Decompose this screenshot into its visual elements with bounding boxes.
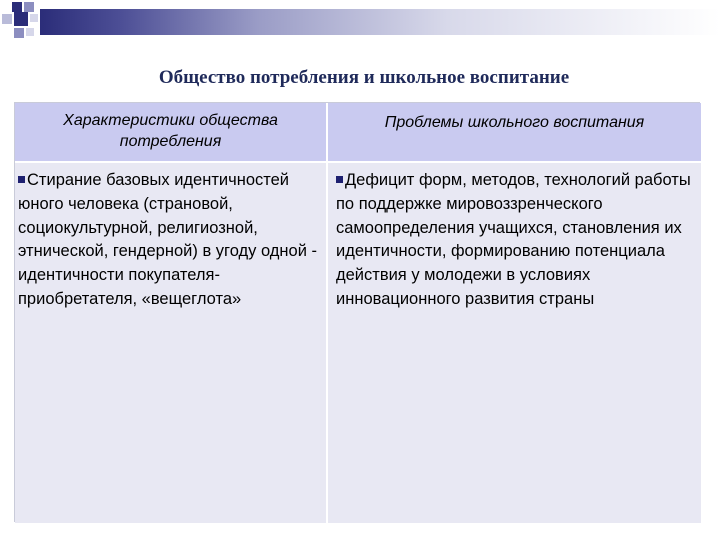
- table-cell-characteristics-text: Стирание базовых идентичностей юного человека (страновой, социокультурной, религиозной, этнической, гендерной) в угоду одной - идентичности покупателя-приобретателя, «вещеглота»: [18, 171, 317, 308]
- table-cell-problems: [326, 161, 701, 523]
- slide-title: Общество потребления и школьное воспитание: [158, 67, 570, 88]
- deco-square-7: [26, 28, 34, 36]
- bullet-icon: [336, 176, 343, 183]
- deco-square-2: [24, 2, 34, 12]
- deco-square-1: [12, 2, 22, 12]
- header-gradient-bar: [40, 9, 720, 35]
- deco-square-3: [2, 14, 12, 24]
- table-header-right: Проблемы школьного воспитания: [326, 103, 701, 161]
- comparison-table: [14, 102, 700, 522]
- bullet-icon: [18, 176, 25, 183]
- table-header-left: Характеристики общества потребления: [15, 103, 326, 161]
- deco-square-4: [14, 12, 28, 26]
- table-cell-characteristics: [15, 161, 326, 523]
- deco-square-6: [14, 28, 24, 38]
- table-cell-problems-text: Дефицит форм, методов, технологий работы по поддержке мировоззренческого самоопределения учащихся, становления их идентичности, формированию потенциала действия у молодежи в условиях инновационного развития страны: [336, 171, 691, 308]
- deco-square-5: [30, 14, 38, 22]
